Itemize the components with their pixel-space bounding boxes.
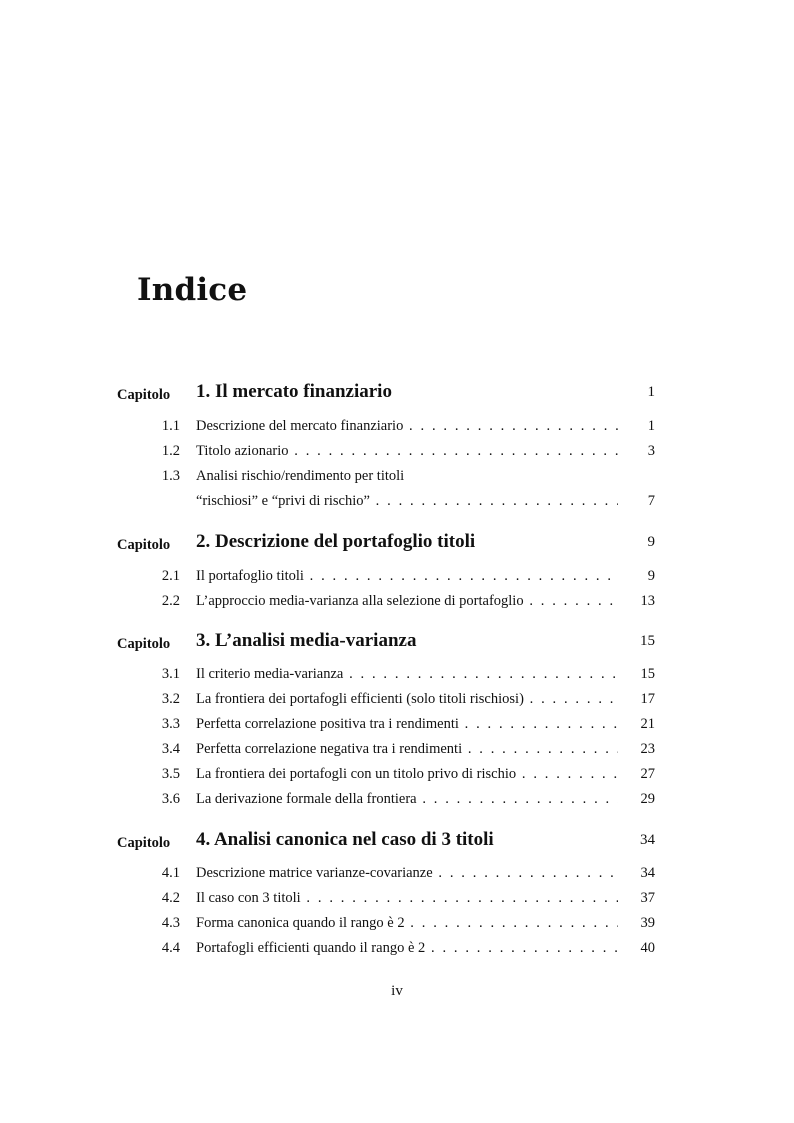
section-number: 3.1 [161,666,180,682]
section-title: Descrizione matrice varianze-covarianze . . . [196,865,618,882]
toc-chapter-2[interactable] [0,531,794,555]
section-number: 3.3 [161,716,180,732]
section-number: 1.3 [161,468,180,484]
chapter-label: Capitolo [117,835,171,851]
section-number: 3.5 [161,766,180,782]
section-title: La frontiera dei portafogli efficienti (solo titoli rischiosi) . . . [196,691,618,708]
section-number: 4.4 [161,940,180,956]
toc-section-1-3-continued[interactable] [0,493,794,511]
section-page-number: 23 [640,741,655,757]
toc-section-1-2[interactable] [0,443,794,461]
toc-section-3-1[interactable] [0,666,794,684]
section-page-number: 27 [640,766,655,782]
section-page-number: 29 [640,791,655,807]
chapter-title: 4. Analisi canonica nel caso di 3 titoli [196,829,494,850]
section-page-number: 17 [640,691,655,707]
section-page-number: 7 [647,493,655,509]
section-number: 1.2 [161,443,180,459]
section-title: Il criterio media-varianza . . . [196,666,618,683]
page-number-footer: iv [391,983,403,999]
section-page-number: 34 [640,865,655,881]
chapter-label: Capitolo [117,636,171,652]
toc-section-1-3[interactable] [0,468,794,486]
section-number: 3.2 [161,691,180,707]
section-page-number: 21 [640,716,655,732]
toc-section-4-1[interactable] [0,865,794,883]
section-number: 4.3 [161,915,180,931]
toc-section-3-4[interactable] [0,741,794,759]
section-title: Portafogli efficienti quando il rango è 2 . . . [196,940,618,957]
toc-section-1-1[interactable] [0,418,794,436]
toc-section-4-4[interactable] [0,940,794,958]
section-number: 4.2 [161,890,180,906]
chapter-title: 3. L’analisi media-varianza [196,630,417,651]
section-page-number: 39 [640,915,655,931]
chapter-label: Capitolo [117,537,171,553]
section-number: 4.1 [161,865,180,881]
toc-section-2-2[interactable] [0,593,794,611]
section-title: Il portafoglio titoli . . . [196,568,618,585]
toc-section-3-2[interactable] [0,691,794,709]
chapter-page-number: 34 [640,832,655,848]
section-page-number: 15 [640,666,655,682]
section-title: Titolo azionario . . . [196,443,618,460]
section-number: 2.1 [161,568,180,584]
chapter-page-number: 1 [647,384,655,400]
toc-chapter-4[interactable] [0,829,794,853]
section-page-number: 40 [640,940,655,956]
toc-section-2-1[interactable] [0,568,794,586]
section-title: Il caso con 3 titoli . . . [196,890,618,907]
page-title: Indice [137,272,248,308]
section-page-number: 1 [647,418,655,434]
toc-chapter-3[interactable] [0,630,794,654]
section-title: Perfetta correlazione positiva tra i rendimenti . . . [196,716,618,733]
chapter-page-number: 15 [640,633,655,649]
section-title: Descrizione del mercato finanziario . . . [196,418,618,435]
chapter-title: 2. Descrizione del portafoglio titoli [196,531,476,552]
toc-chapter-1[interactable] [0,381,794,405]
section-number: 3.6 [161,791,180,807]
section-page-number: 37 [640,890,655,906]
section-title: Perfetta correlazione negativa tra i rendimenti . . . [196,741,618,758]
toc-section-3-6[interactable] [0,791,794,809]
chapter-label: Capitolo [117,387,171,403]
section-number: 3.4 [161,741,180,757]
toc-section-4-3[interactable] [0,915,794,933]
toc-section-4-2[interactable] [0,890,794,908]
toc-section-3-3[interactable] [0,716,794,734]
section-title: L’approccio media-varianza alla selezione di portafoglio . . . [196,593,618,610]
chapter-page-number: 9 [647,534,655,550]
chapter-title: 1. Il mercato finanziario [196,381,392,402]
section-title: Analisi rischio/rendimento per titoli [196,468,405,484]
section-title-continued: “rischiosi” e “privi di rischio” . . . [196,493,618,510]
section-title: La derivazione formale della frontiera . . . [196,791,618,808]
section-page-number: 13 [640,593,655,609]
section-number: 2.2 [161,593,180,609]
section-page-number: 3 [647,443,655,459]
section-title: Forma canonica quando il rango è 2 . . . [196,915,618,932]
section-title: La frontiera dei portafogli con un titolo privo di rischio . . . [196,766,618,783]
section-number: 1.1 [161,418,180,434]
toc-section-3-5[interactable] [0,766,794,784]
section-page-number: 9 [647,568,655,584]
